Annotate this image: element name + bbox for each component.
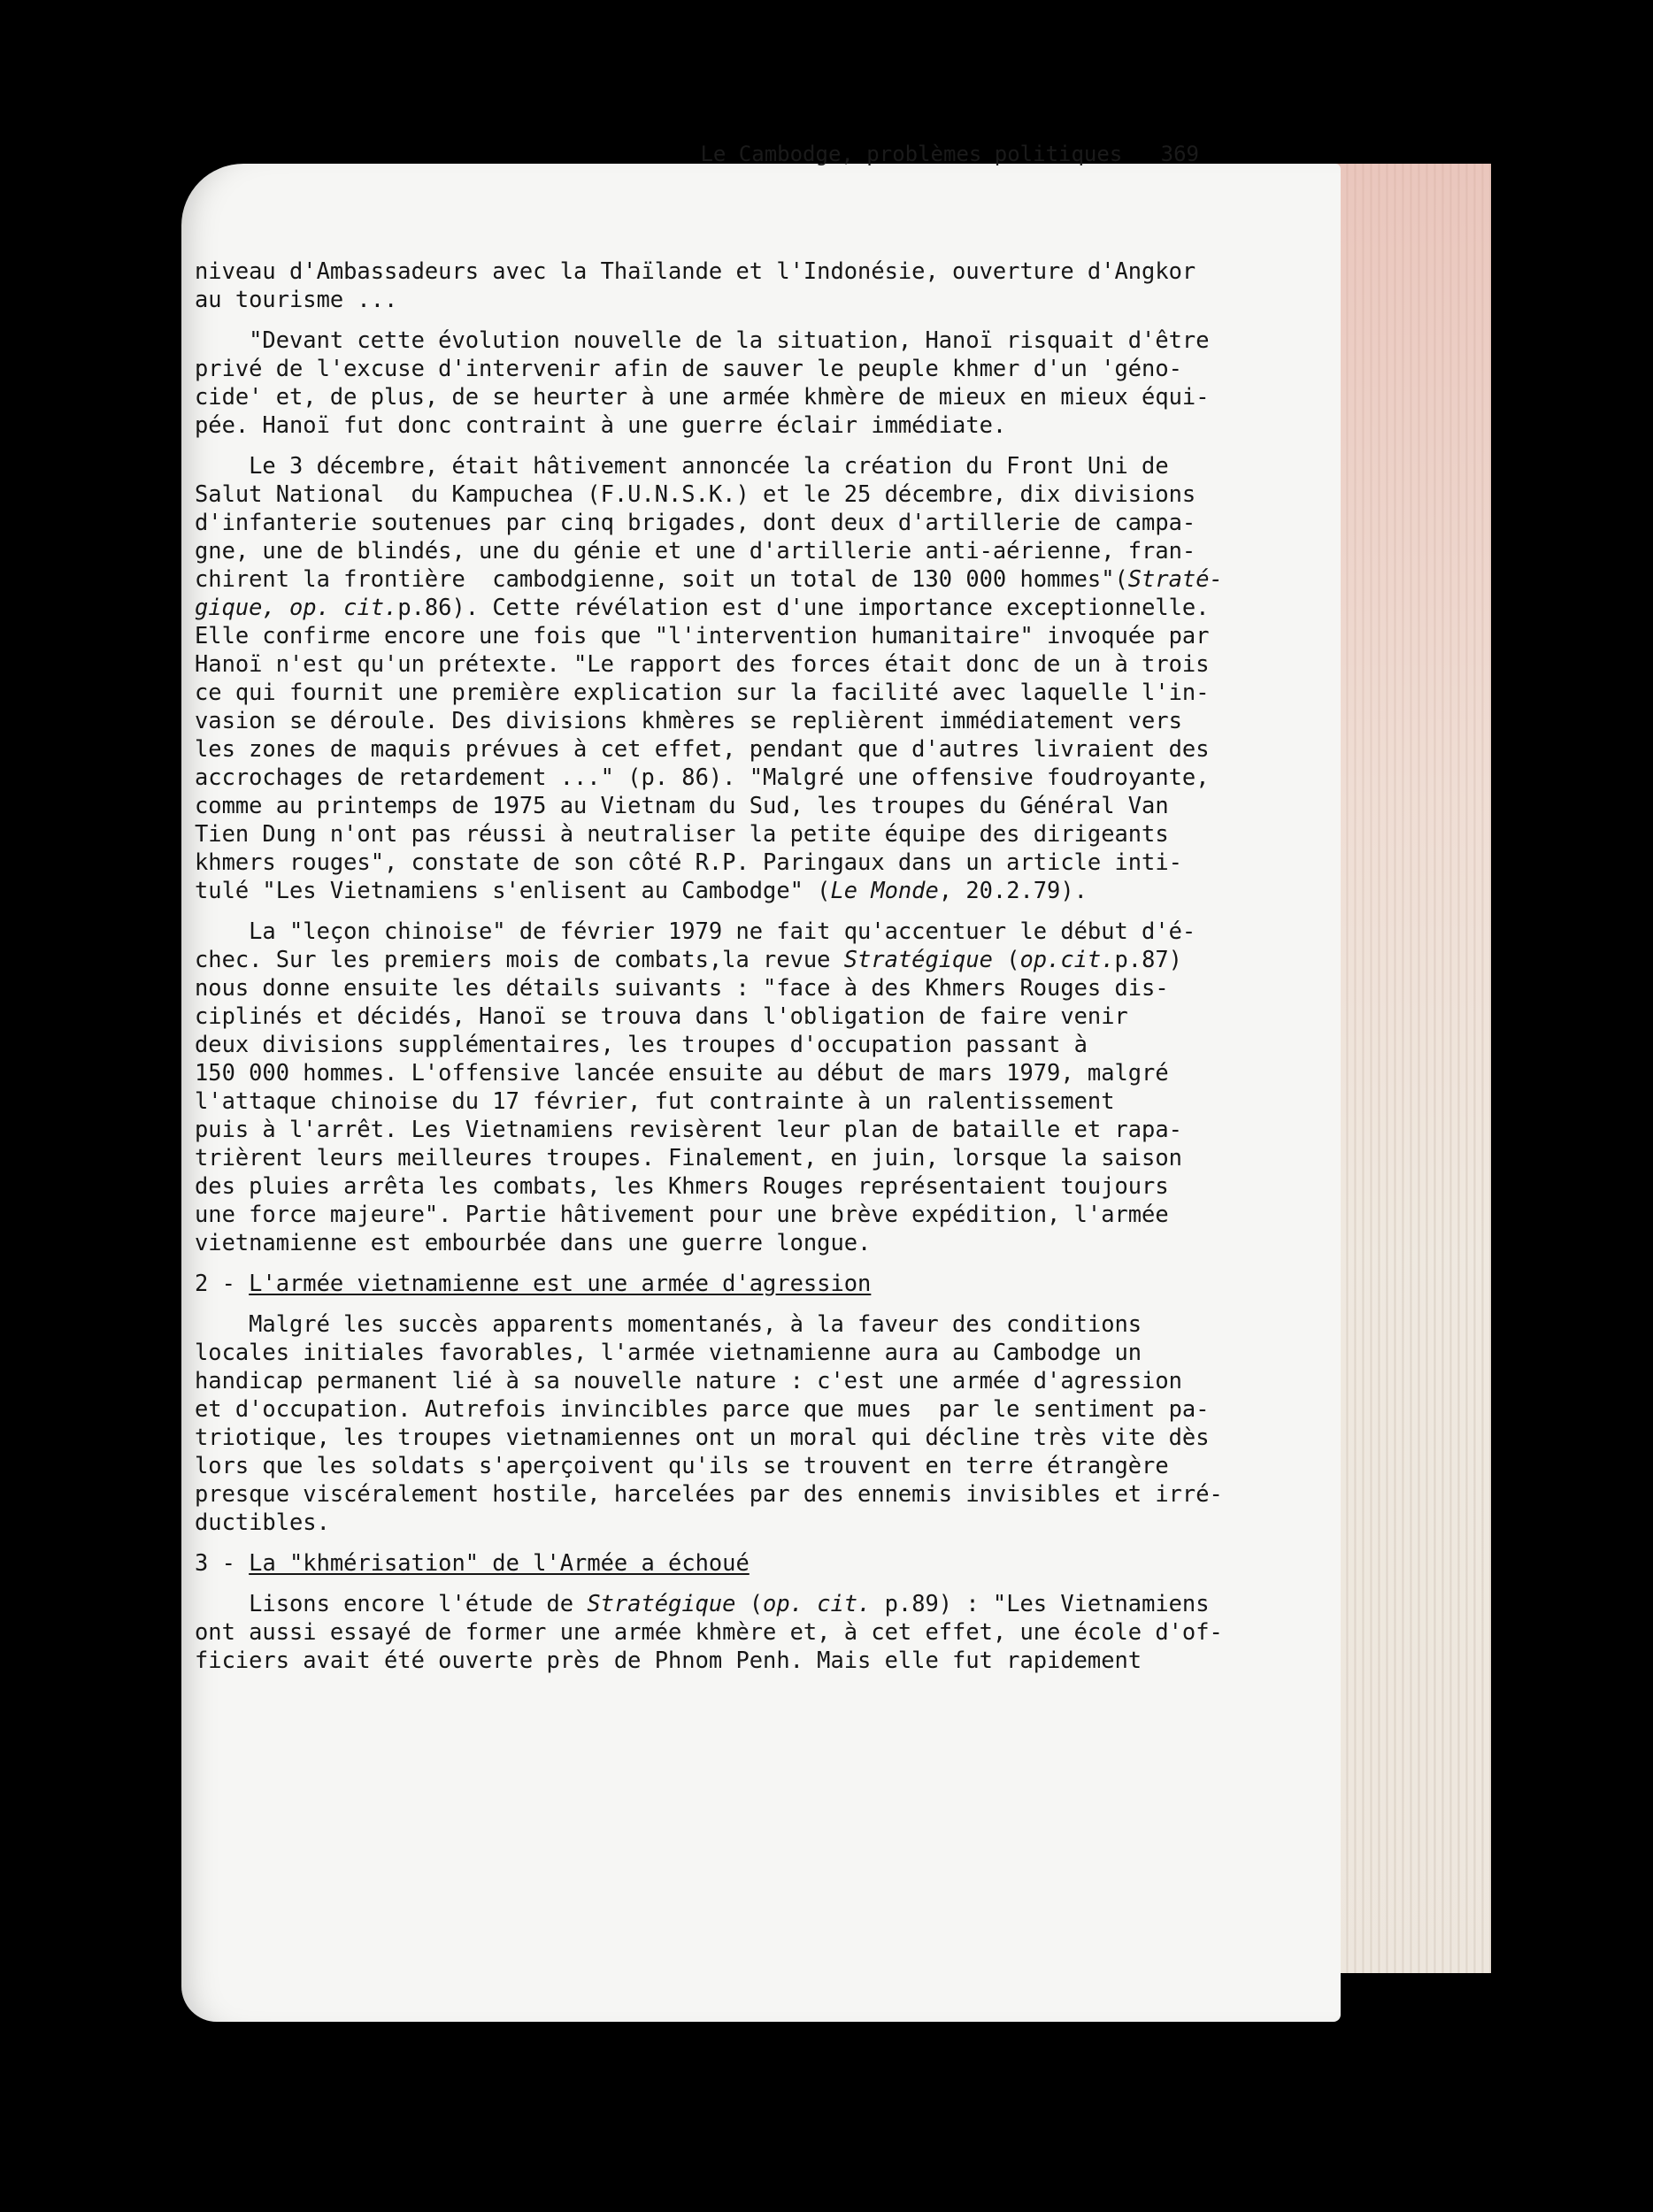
italic-citation: Straté- <box>1127 565 1223 592</box>
text-line: presque viscéralement hostile, harcelées par des ennemis invisibles et irré- <box>195 1480 1223 1507</box>
text-line: Le 3 décembre, était hâtivement annoncée la création du Front Uni de <box>195 452 1169 479</box>
text-line: accrochages de retardement ..." (p. 86). "Malgré une offensive foudroyante, <box>195 764 1210 790</box>
text-line: privé de l'excuse d'intervenir afin de sauver le peuple khmer d'un 'géno- <box>195 355 1182 381</box>
text-line: triotique, les troupes vietnamiennes ont un moral qui décline très vite dès <box>195 1424 1210 1450</box>
text-line: puis à l'arrêt. Les Vietnamiens revisèrent leur plan de bataille et rapa- <box>195 1116 1182 1142</box>
page-edge-tint <box>1334 164 1491 1973</box>
italic-citation: op.cit. <box>1019 946 1115 972</box>
text-line: les zones de maquis prévues à cet effet, pendant que d'autres livraient des <box>195 735 1210 762</box>
text-line: handicap permanent lié à sa nouvelle nature : c'est une armée d'agression <box>195 1367 1182 1394</box>
text-line: vasion se déroule. Des divisions khmères se replièrent immédiatement vers <box>195 707 1182 733</box>
text-line: La "leçon chinoise" de février 1979 ne fait qu'accentuer le début d'é- <box>195 918 1196 944</box>
text-line: l'attaque chinoise du 17 février, fut contrainte à un ralentissement <box>195 1087 1115 1114</box>
italic-citation: Le Monde <box>830 877 939 903</box>
text-line: deux divisions supplémentaires, les troupes d'occupation passant à <box>195 1031 1088 1057</box>
italic-citation: op. cit. <box>289 594 398 620</box>
italic-citation: op. cit. <box>763 1590 872 1617</box>
italic-citation: Stratégique <box>587 1590 736 1617</box>
text-line: ciplinés et décidés, Hanoï se trouva dans l'obligation de faire venir <box>195 1002 1128 1029</box>
text-line: Elle confirme encore une fois que "l'intervention humanitaire" invoquée par <box>195 622 1210 649</box>
text-line: "Devant cette évolution nouvelle de la situation, Hanoï risquait d'être <box>195 326 1210 353</box>
text-line: tulé "Les Vietnamiens s'enlisent au Cambodge" (Le Monde, 20.2.79). <box>195 877 1088 903</box>
italic-citation: Stratégique <box>843 946 993 972</box>
book-page-edges <box>1332 164 1491 1973</box>
text-line: pée. Hanoï fut donc contraint à une guerre éclair immédiate. <box>195 411 1007 438</box>
text-line: lors que les soldats s'aperçoivent qu'ils se trouvent en terre étrangère <box>195 1452 1169 1479</box>
paragraph-6 <box>195 1589 1221 1674</box>
text-line: chec. Sur les premiers mois de combats,la revue Stratégique (op.cit.p.87) <box>195 946 1182 972</box>
paragraph-2 <box>195 326 1221 439</box>
paragraph-3 <box>195 451 1221 904</box>
text-line: gne, une de blindés, une du génie et une d'artillerie anti-aérienne, fran- <box>195 537 1196 564</box>
text-line: une force majeure". Partie hâtivement pour une brève expédition, l'armée <box>195 1201 1169 1227</box>
text-line: nous donne ensuite les détails suivants : "face à des Khmers Rouges dis- <box>195 974 1169 1001</box>
text-line: comme au printemps de 1975 au Vietnam du Sud, les troupes du Général Van <box>195 792 1169 818</box>
text-line: et d'occupation. Autrefois invincibles parce que mues par le sentiment pa- <box>195 1395 1210 1422</box>
text-line: Lisons encore l'étude de Stratégique (op. cit. p.89) : "Les Vietnamiens <box>195 1590 1210 1617</box>
body-text <box>195 257 1221 1674</box>
text-line: gique, op. cit.p.86). Cette révélation est d'une importance exceptionnelle. <box>195 594 1210 620</box>
paragraph-4 <box>195 917 1221 1256</box>
text-line: ont aussi essayé de former une armée khmère et, à cet effet, une école d'of- <box>195 1618 1223 1645</box>
text-line: niveau d'Ambassadeurs avec la Thaïlande et l'Indonésie, ouverture d'Angkor <box>195 257 1196 284</box>
text-line: au tourisme ... <box>195 286 398 312</box>
paragraph-1 <box>195 257 1221 313</box>
text-line: khmers rouges", constate de son côté R.P. Paringaux dans un article inti- <box>195 849 1182 875</box>
text-line: ficiers avait été ouverte près de Phnom Penh. Mais elle fut rapidement <box>195 1647 1142 1673</box>
section-heading-2: 2 - L'armée vietnamienne est une armée d'agression <box>195 1270 872 1296</box>
text-line: trièrent leurs meilleures troupes. Finalement, en juin, lorsque la saison <box>195 1144 1182 1171</box>
text-line: locales initiales favorables, l'armée vietnamienne aura au Cambodge un <box>195 1339 1142 1365</box>
text-line: Tien Dung n'ont pas réussi à neutraliser la petite équipe des dirigeants <box>195 820 1169 847</box>
section-heading-3: 3 - La "khmérisation" de l'Armée a échoué <box>195 1549 750 1576</box>
paragraph-5 <box>195 1310 1221 1536</box>
text-line: d'infanterie soutenues par cinq brigades, dont deux d'artillerie de campa- <box>195 509 1196 535</box>
italic-citation: gique, <box>195 594 290 620</box>
text-line: des pluies arrêta les combats, les Khmers Rouges représentaient toujours <box>195 1172 1169 1199</box>
text-line: 150 000 hommes. L'offensive lancée ensuite au début de mars 1979, malgré <box>195 1059 1169 1086</box>
page-number: 369 <box>1160 142 1199 166</box>
running-title: Le Cambodge, problèmes politiques <box>700 142 1123 166</box>
text-line: chirent la frontière cambodgienne, soit un total de 130 000 hommes"(Straté- <box>195 565 1223 592</box>
text-line: ductibles. <box>195 1509 330 1535</box>
running-header <box>181 142 1199 166</box>
text-line: vietnamienne est embourbée dans une guerre longue. <box>195 1229 872 1256</box>
text-line: Salut National du Kampuchea (F.U.N.S.K.) et le 25 décembre, dix divisions <box>195 480 1196 507</box>
text-line: cide' et, de plus, de se heurter à une armée khmère de mieux en mieux équi- <box>195 383 1210 410</box>
text-line: Malgré les succès apparents momentanés, à la faveur des conditions <box>195 1310 1142 1337</box>
text-line: ce qui fournit une première explication sur la facilité avec laquelle l'in- <box>195 679 1210 705</box>
text-line: Hanoï n'est qu'un prétexte. "Le rapport des forces était donc de un à trois <box>195 650 1210 677</box>
